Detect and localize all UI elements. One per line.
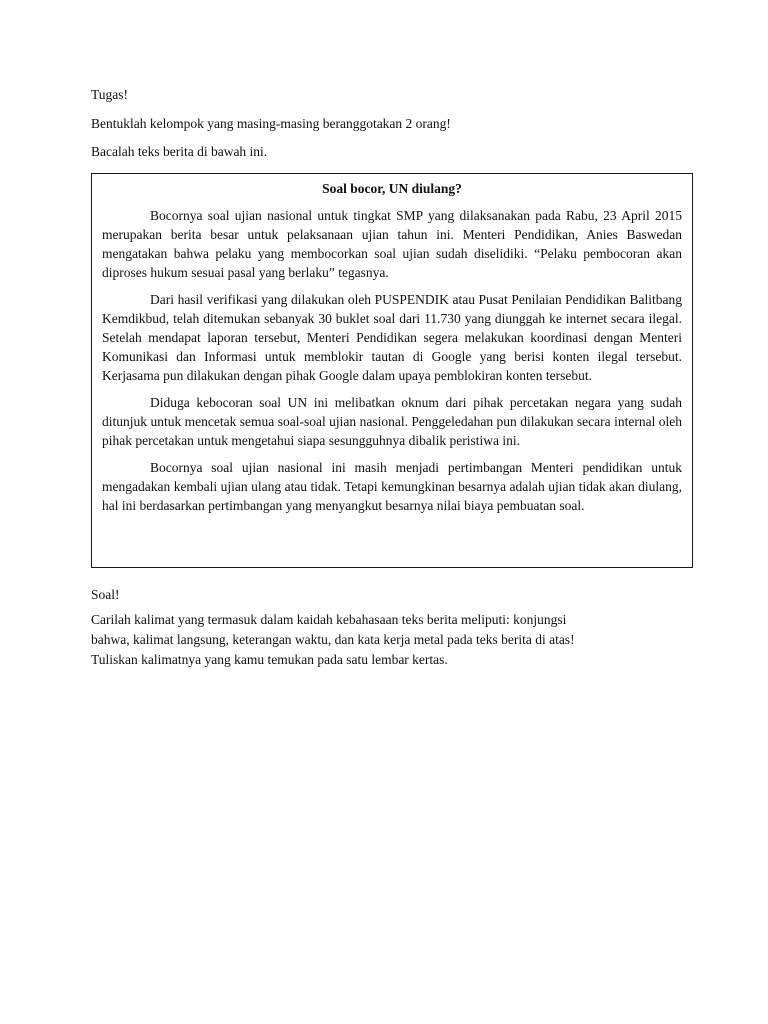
question-text [91, 610, 661, 670]
article-paragraph-4: Bocornya soal ujian nasional ini masih menjadi pertimbangan Menteri pendidikan untuk mengadakan kembali ujian ulang atau tidak. Tetapi kemungkinan besarnya adalah ujian tidak akan diulang, hal ini berdasarkan pertimbangan yang menyangkut besarnya nilai biaya pembuatan soal. [102, 460, 682, 513]
article-title: Soal bocor, UN diulang? [322, 181, 462, 196]
question-line-2: bahwa, kalimat langsung, keterangan waktu, dan kata kerja metal pada teks berita di atas! [91, 632, 575, 647]
question-line-1: Carilah kalimat yang termasuk dalam kaidah kebahasaan teks berita meliputi: konjungsi [91, 612, 567, 627]
article-paragraph-3: Diduga kebocoran soal UN ini melibatkan oknum dari pihak percetakan negara yang sudah ditunjuk untuk mencetak semua soal-soal ujian nasional. Penggeledahan pun dilakukan secara internal oleh pihak percetakan untuk mengetahui siapa sesungguhnya dibalik peristiwa ini. [102, 395, 682, 448]
task-heading: Tugas! [91, 87, 129, 102]
question-heading: Soal! [91, 587, 120, 602]
news-article-box [91, 173, 693, 568]
question-line-3: Tuliskan kalimatnya yang kamu temukan pada satu lembar kertas. [91, 652, 448, 667]
article-paragraph-2: Dari hasil verifikasi yang dilakukan oleh PUSPENDIK atau Pusat Penilaian Pendidikan Balitbang Kemdikbud, telah ditemukan sebanyak 30 buklet soal dari 11.730 yang diunggah ke internet secara ilegal. Setelah mendapat laporan tersebut, Menteri Pendidikan segera melakukan koordinasi dengan Menteri Komunikasi dan Informasi untuk memblokir tautan di Google yang berisi konten ilegal tersebut. Kerjasama pun dilakukan dengan pihak Google dalam upaya pemblokiran konten tersebut. [102, 292, 682, 383]
article-paragraph-1: Bocornya soal ujian nasional untuk tingkat SMP yang dilaksanakan pada Rabu, 23 April 2015 merupakan berita besar untuk pelaksanaan ujian tahun ini. Menteri Pendidikan, Anies Baswedan mengatakan bahwa pelaku yang membocorkan soal ujian sudah diselidiki. “Pelaku pembocoran akan diproses hukum sesuai pasal yang berlaku” tegasnya. [102, 208, 682, 280]
instruction-group: Bentuklah kelompok yang masing-masing beranggotakan 2 orang! [91, 116, 451, 131]
instruction-read: Bacalah teks berita di bawah ini. [91, 144, 268, 159]
